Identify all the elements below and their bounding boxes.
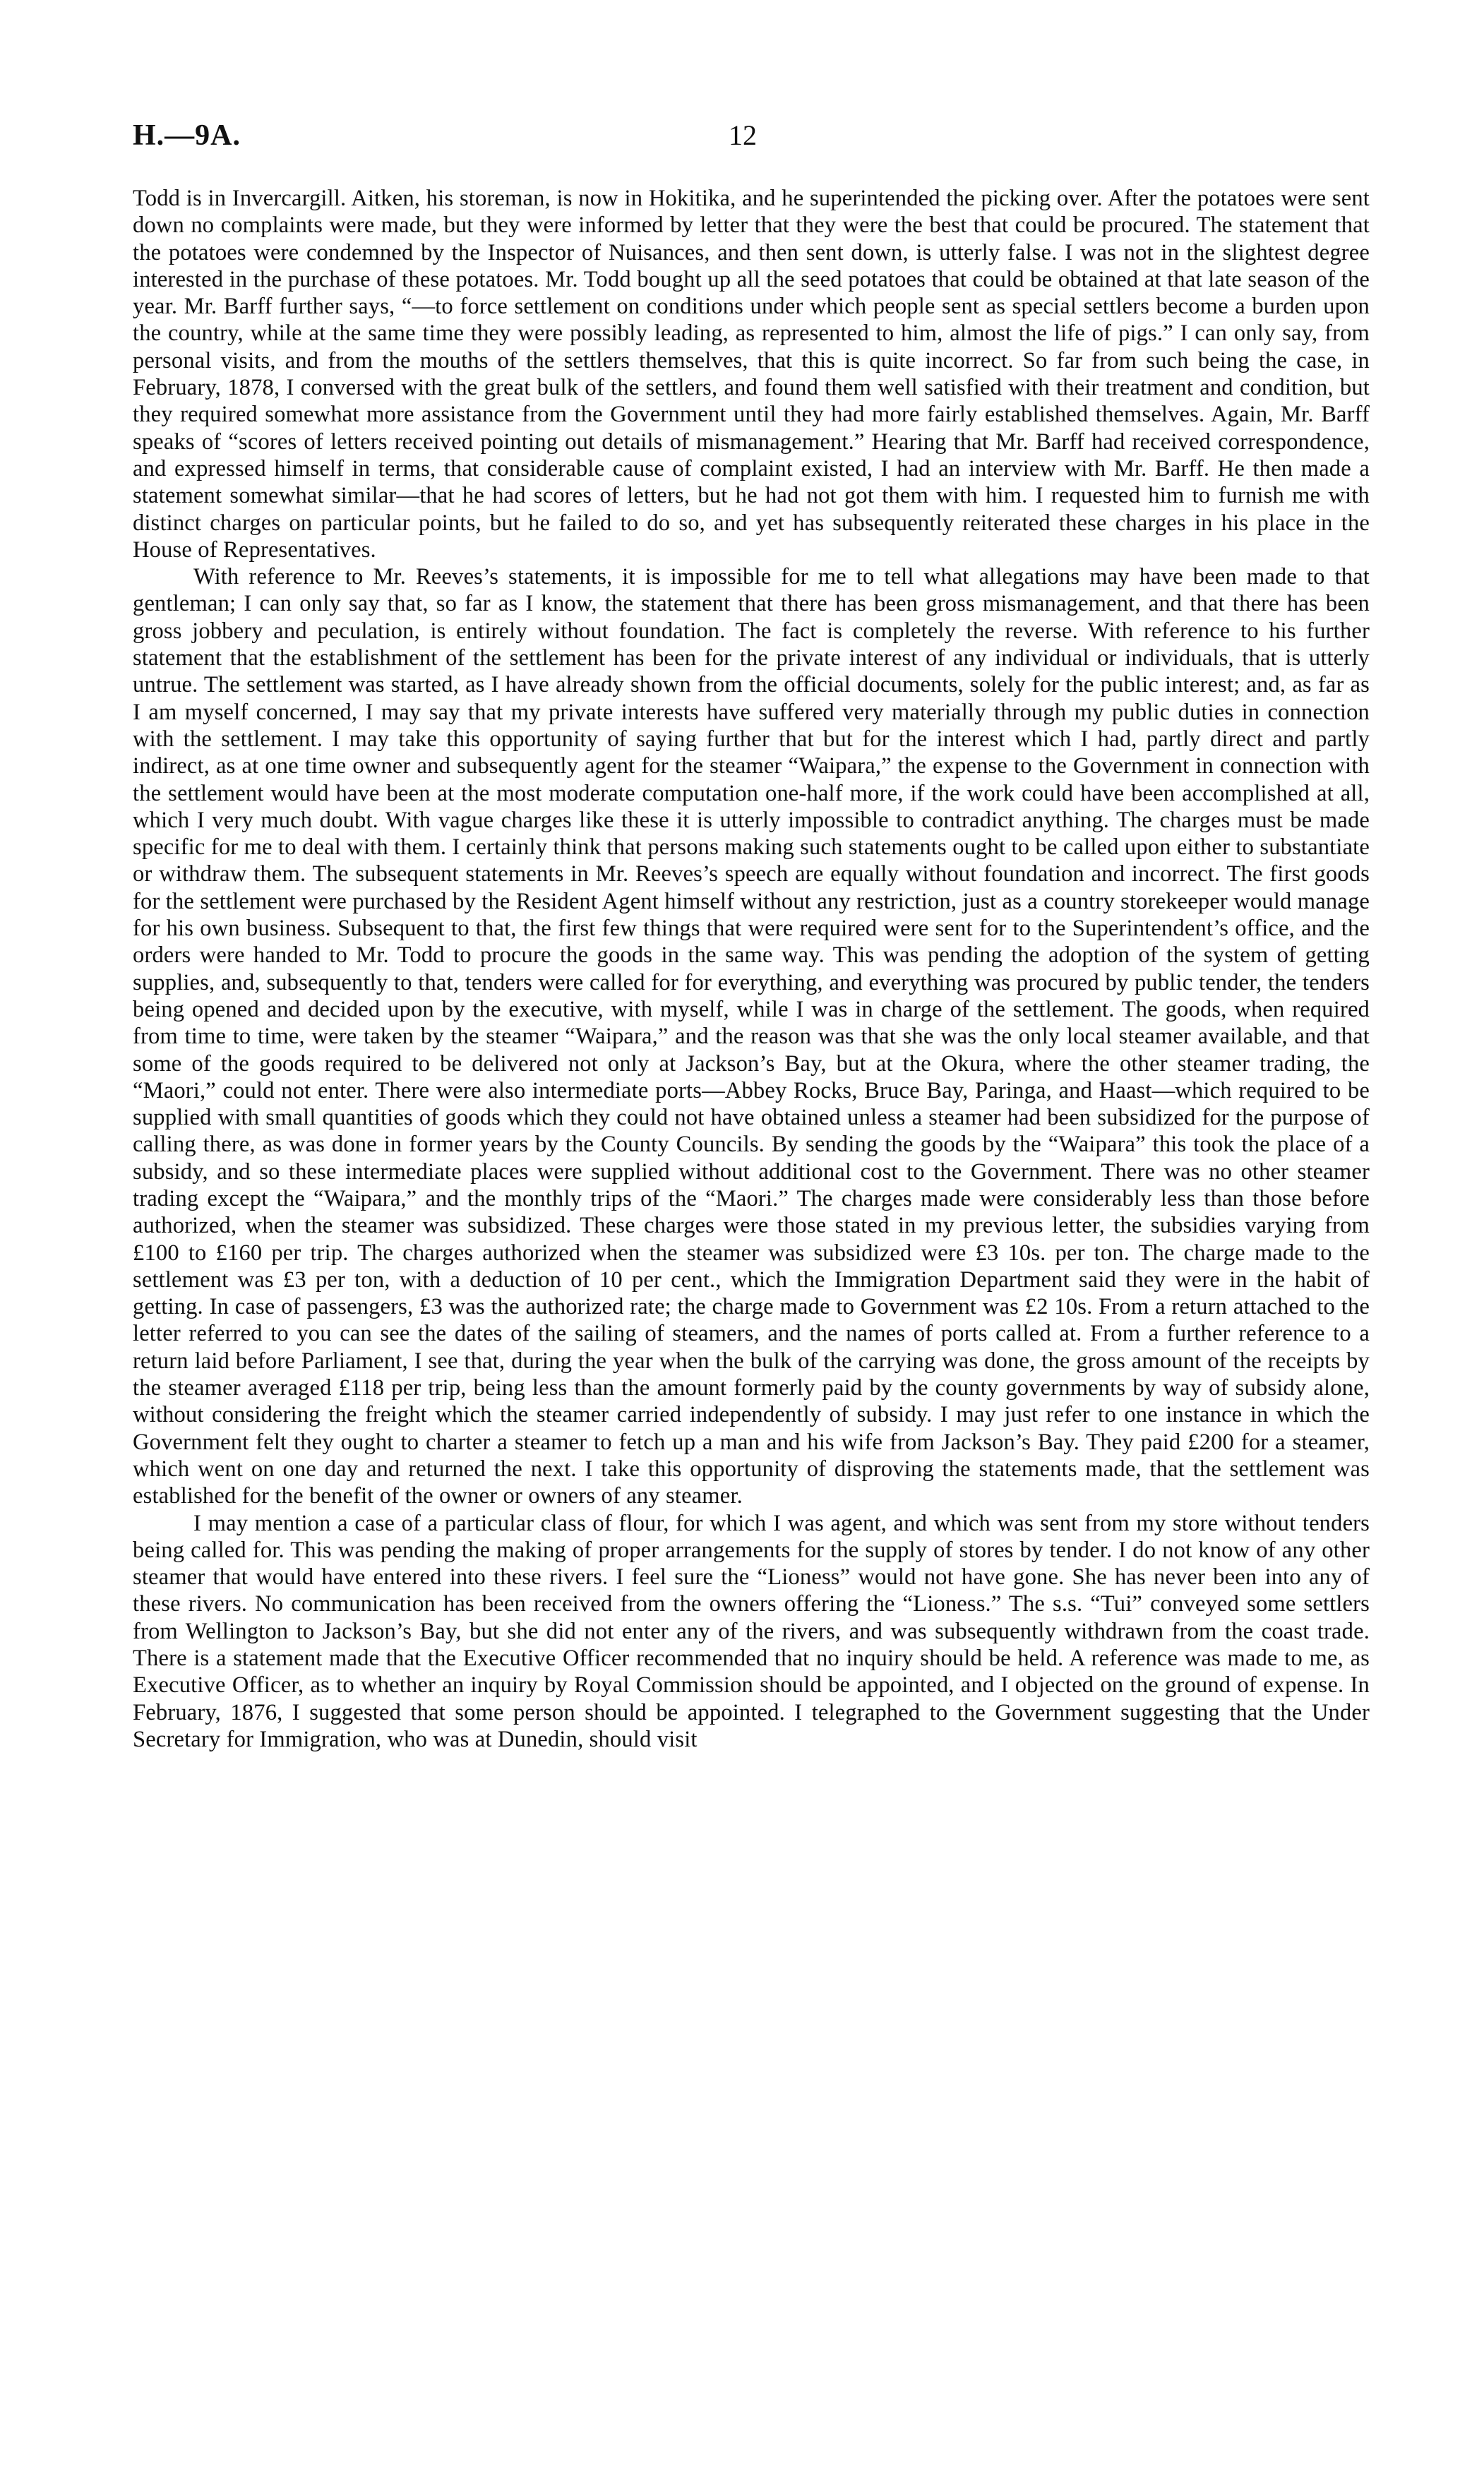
page-header <box>133 119 1368 161</box>
body-text <box>133 185 1370 1753</box>
paragraph-flour-case: I may mention a case of a particular class of flour, for which I was agent, and which was sent from my store without tenders being called for. This was pending the making of proper arrangements for the supply of stores by tender. I do not know of any other steamer that would have entered into these rivers. I feel sure the “Lioness” would not have gone. She has never been into any of these rivers. No communication has been received from the owners offering the “Lioness.” The s.s. “Tui” conveyed some settlers from Wellington to Jackson’s Bay, but she did not enter any of the rivers, and was subsequently withdrawn from the coast trade. There is a statement made that the Executive Officer recommended that no inquiry should be held. A reference was made to me, as Executive Officer, as to whether an inquiry by Royal Commission should be appointed, and I objected on the ground of expense. In February, 1876, I suggested that some person should be appointed. I telegraphed to the Government suggesting that the Under Secretary for Immigration, who was at Dunedin, should visit <box>133 1510 1370 1752</box>
paragraph-reeves-statements: With reference to Mr. Reeves’s statements, it is impossible for me to tell what allegations may have been made to that gentleman; I can only say that, so far as I know, the statement that there has been gross mismanagement, and that there has been gross jobbery and peculation, is entirely without foundation. The fact is completely the reverse. With reference to his further statement that the establishment of the settlement has been for the private interest of any individual or individuals, that is utterly untrue. The settlement was started, as I have already shown from the official documents, solely for the public interest; and, as far as I am myself concerned, I may say that my private interests have suffered very materially through my public duties in connection with the settlement. I may take this opportunity of saying further that but for the interest which I had, partly direct and partly indirect, as at one time owner and subsequently agent for the steamer “Waipara,” the expense to the Government in connection with the settlement would have been at the most moderate computation one-half more, if the work could have been accomplished at all, which I very much doubt. With vague charges like these it is utterly impossible to contradict anything. The charges must be made specific for me to deal with them. I certainly think that persons making such statements ought to be called upon either to substantiate or withdraw them. The subsequent statements in Mr. Reeves’s speech are equally without foundation and incorrect. The first goods for the settlement were purchased by the Resident Agent himself without any restriction, just as a country storekeeper would manage for his own business. Subsequent to that, the first few things that were required were sent for to the Superintendent’s office, and the orders were handed to Mr. Todd to procure the goods in the same way. This was pending the adoption of the system of getting supplies, and, subsequently to that, tenders were called for for everything, and everything was procured by public tender, the tenders being opened and decided upon by the executive, with myself, while I was in charge of the settlement. The goods, when required from time to time, were taken by the steamer “Waipara,” and the reason was that she was the only local steamer available, and that some of the goods required to be delivered not only at Jackson’s Bay, but at the Okura, where the other steamer trading, the “Maori,” could not enter. There were also intermediate ports—Abbey Rocks, Bruce Bay, Paringa, and Haast—which required to be supplied with small quantities of goods which they could not have obtained unless a steamer had been subsidized for the purpose of calling there, as was done in former years by the County Councils. By sending the goods by the “Waipara” this took the place of a subsidy, and so these intermediate places were supplied without additional cost to the Government. There was no other steamer trading except the “Waipara,” and the monthly trips of the “Maori.” The charges made were considerably less than those before authorized, when the steamer was subsidized. These charges were those stated in my previous letter, the subsidies varying from £100 to £160 per trip. The charges authorized when the steamer was subsidized were £3 10s. per ton. The charge made to the settlement was £3 per ton, with a deduction of 10 per cent., which the Immigration Department said they were in the habit of getting. In case of passengers, £3 was the authorized rate; the charge made to Government was £2 10s. From a return attached to the letter referred to you can see the dates of the sailing of steamers, and the names of ports called at. From a further reference to a return laid before Parliament, I see that, during the year when the bulk of the carrying was done, the gross amount of the receipts by the steamer averaged £118 per trip, being less than the amount formerly paid by the county governments by way of subsidy alone, without considering the freight which the steamer carried independently of subsidy. I may just refer to one instance in which the Government felt they ought to charter a steamer to fetch up a man and his wife from Jackson’s Bay. They paid £200 for a steamer, which went on one day and returned the next. I take this opportunity of disproving the statements made, that the settlement was established for the benefit of the owner or owners of any steamer. <box>133 564 1370 1509</box>
page-number: 12 <box>729 119 757 151</box>
paragraph-continued: Todd is in Invercargill. Aitken, his storeman, is now in Hokitika, and he superintended the picking over. After the potatoes were sent down no complaints were made, but they were informed by letter that they were the best that could be procured. The statement that the potatoes were condemned by the Inspector of Nuisances, and then sent down, is utterly false. I was not in the slightest degree interested in the purchase of these potatoes. Mr. Todd bought up all the seed potatoes that could be obtained at that late season of the year. Mr. Barff further says, “—to force settlement on conditions under which people sent as special settlers become a burden upon the country, while at the same time they were possibly leading, as represented to him, almost the life of pigs.” I can only say, from personal visits, and from the mouths of the settlers themselves, that this is quite incorrect. So far from such being the case, in February, 1878, I conversed with the great bulk of the settlers, and found them well satisfied with their treatment and condition, but they required somewhat more assistance from the Government until they had more fairly established themselves. Again, Mr. Barff speaks of “scores of letters received pointing out details of mismanagement.” Hearing that Mr. Barff had received correspondence, and expressed himself in terms, that considerable cause of complaint existed, I had an interview with Mr. Barff. He then made a statement somewhat similar—that he had scores of letters, but he had not got them with him. I requested him to furnish me with distinct charges on particular points, but he failed to do so, and yet has subsequently reiterated these charges in his place in the House of Representatives. <box>133 186 1370 563</box>
document-reference: H.—9A. <box>133 119 241 152</box>
